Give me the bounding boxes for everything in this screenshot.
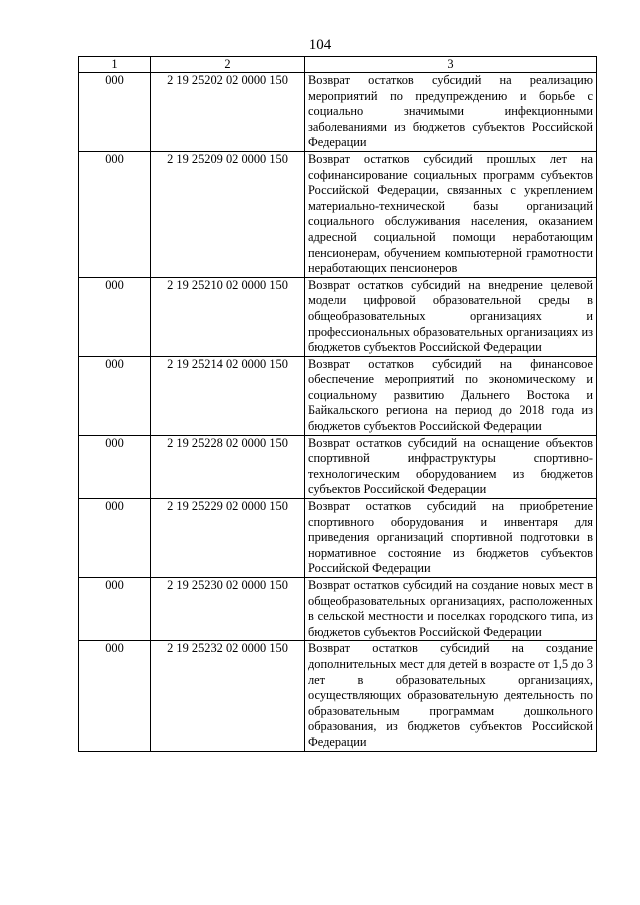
budget-code-cell: 2 19 25230 02 0000 150 [151,578,305,641]
revenue-name-cell: Возврат остатков субсидий на оснащение объектов спортивной инфраструктуры спортивно-технологическим оборудованием из бюджетов субъектов Российской Федерации [305,435,597,498]
table-row [79,277,597,356]
admin-code-cell: 000 [79,499,151,578]
admin-code-cell: 000 [79,356,151,435]
column-header-2: 2 [151,57,305,73]
budget-code-cell: 2 19 25229 02 0000 150 [151,499,305,578]
revenue-name-cell: Возврат остатков субсидий прошлых лет на софинансирование социальных программ субъектов Российской Федерации, связанных с укреплением материально-технической базы организаций социального обслуживания населения, оказанием адресной социальной помощи неработающим пенсионерам, обучением компьютерной грамотности неработающих пенсионеров [305,151,597,277]
admin-code-cell: 000 [79,578,151,641]
table-row [79,578,597,641]
budget-code-cell: 2 19 25209 02 0000 150 [151,151,305,277]
admin-code-cell: 000 [79,277,151,356]
revenue-name-cell: Возврат остатков субсидий на создание дополнительных мест для детей в возрасте от 1,5 до 3 лет в образовательных организациях, осуществляющих образовательную деятельность по образовательным программам дошкольного образования, из бюджетов субъектов Российской Федерации [305,641,597,751]
revenue-name-cell: Возврат остатков субсидий на создание новых мест в общеобразовательных организациях, расположенных в сельской местности и поселках городского типа, из бюджетов субъектов Российской Федерации [305,578,597,641]
page-number: 104 [308,37,332,53]
revenue-name-cell: Возврат остатков субсидий на реализацию мероприятий по предупреждению и борьбе с социально значимыми инфекционными заболеваниями из бюджетов субъектов Российской Федерации [305,73,597,152]
budget-classification-table [78,56,597,752]
budget-code-cell: 2 19 25228 02 0000 150 [151,435,305,498]
table-row [79,151,597,277]
admin-code-cell: 000 [79,73,151,152]
table-row [79,641,597,751]
column-header-3: 3 [305,57,597,73]
admin-code-cell: 000 [79,151,151,277]
table-header-row [79,57,597,73]
table-row [79,499,597,578]
budget-code-cell: 2 19 25202 02 0000 150 [151,73,305,152]
table-row [79,73,597,152]
budget-code-cell: 2 19 25232 02 0000 150 [151,641,305,751]
revenue-name-cell: Возврат остатков субсидий на приобретение спортивного оборудования и инвентаря для приведения организаций спортивной подготовки в нормативное состояние из бюджетов субъектов Российской Федерации [305,499,597,578]
revenue-name-cell: Возврат остатков субсидий на финансовое обеспечение мероприятий по экономическому и социальному развитию Дальнего Востока и Байкальского региона на период до 2018 года из бюджетов субъектов Российской Федерации [305,356,597,435]
admin-code-cell: 000 [79,435,151,498]
table-row [79,435,597,498]
budget-code-cell: 2 19 25214 02 0000 150 [151,356,305,435]
budget-code-cell: 2 19 25210 02 0000 150 [151,277,305,356]
admin-code-cell: 000 [79,641,151,751]
table-row [79,356,597,435]
revenue-name-cell: Возврат остатков субсидий на внедрение целевой модели цифровой образовательной среды в общеобразовательных организациях и профессиональных образовательных организациях из бюджетов субъектов Российской Федерации [305,277,597,356]
column-header-1: 1 [79,57,151,73]
